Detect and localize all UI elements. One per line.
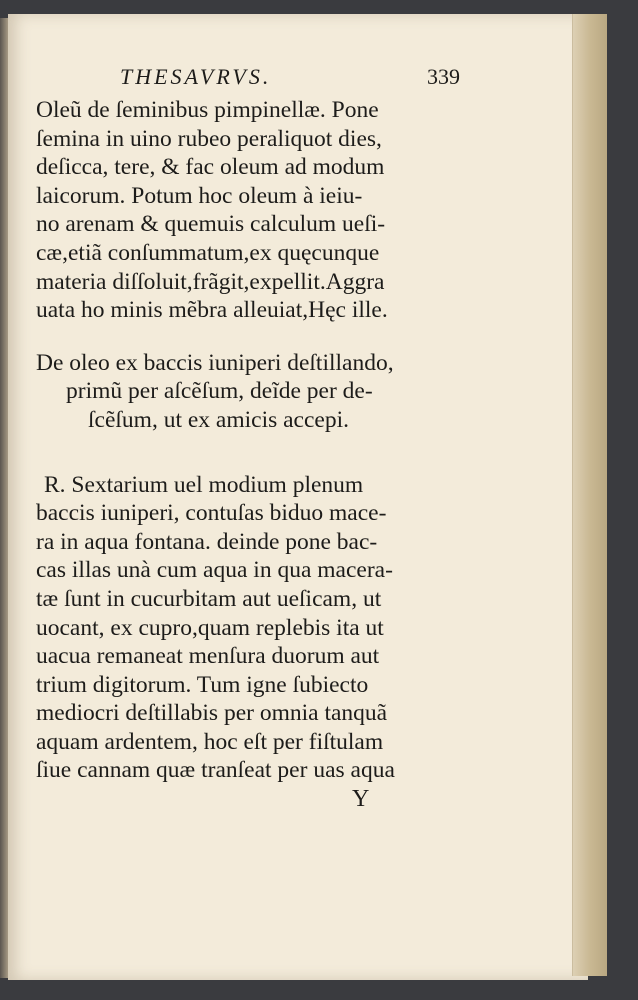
heading-line: primũ per aſcẽſum, deĩde per de- <box>66 378 373 405</box>
signature-mark: Y <box>352 786 370 812</box>
text-line: cas illas unà cum aqua in qua macera- <box>36 557 393 584</box>
text-line: uacua remaneat menſura duorum aut <box>36 643 380 670</box>
text-line: deſicca, tere, & fac oleum ad modum <box>36 154 385 181</box>
text-line: uocant, ex cupro,quam replebis ita ut <box>36 614 384 641</box>
text-line: baccis iuniperi, contuſas biduo mace- <box>36 500 387 527</box>
page-number: 339 <box>427 64 460 89</box>
text-line: trium digitorum. Tum igne ſubiecto <box>36 671 369 698</box>
section-heading <box>36 349 452 435</box>
text-line: ra in aqua fontana. deinde pone bac- <box>36 528 378 555</box>
text-line: materia diſſoluit,frãgit,expellit.Aggra <box>36 268 385 295</box>
text-line: uata ho minis mẽbra alleuiat,Hęc ille. <box>36 297 388 324</box>
text-line: ſiue cannam quæ tranſeat per uas aqua <box>36 757 395 784</box>
text-line: R. Sextarium uel modium plenum <box>44 471 364 498</box>
text-line: ſemina in uino rubeo peraliquot dies, <box>36 125 382 152</box>
paragraph-oleum-pimpinellae <box>36 96 452 325</box>
text-line: no arenam & quemuis calculum ueſi- <box>36 211 386 238</box>
text-line: Oleũ de ſeminibus pimpinellæ. Pone <box>36 97 379 123</box>
text-line: laicorum. Potum hoc oleum à ieiu- <box>36 182 363 209</box>
heading-line: ſcẽſum, ut ex amicis accepi. <box>88 406 350 433</box>
paragraph-recipe <box>36 471 452 786</box>
heading-line: De oleo ex baccis iuniperi deſtillando, <box>36 349 394 376</box>
text-line: aquam ardentem, hoc eſt per fiſtulam <box>36 728 384 755</box>
page-fore-edge <box>572 14 607 976</box>
running-head-title: THESAVRVS. <box>120 64 272 89</box>
page-text-block <box>36 62 460 785</box>
running-head <box>36 62 460 96</box>
text-line: cæ,etiã conſummatum,ex quęcunque <box>36 239 380 266</box>
text-line: mediocri deſtillabis per omnia tanquã <box>36 700 388 727</box>
text-line: tæ ſunt in cucurbitam aut ueſicam, ut <box>36 585 382 612</box>
